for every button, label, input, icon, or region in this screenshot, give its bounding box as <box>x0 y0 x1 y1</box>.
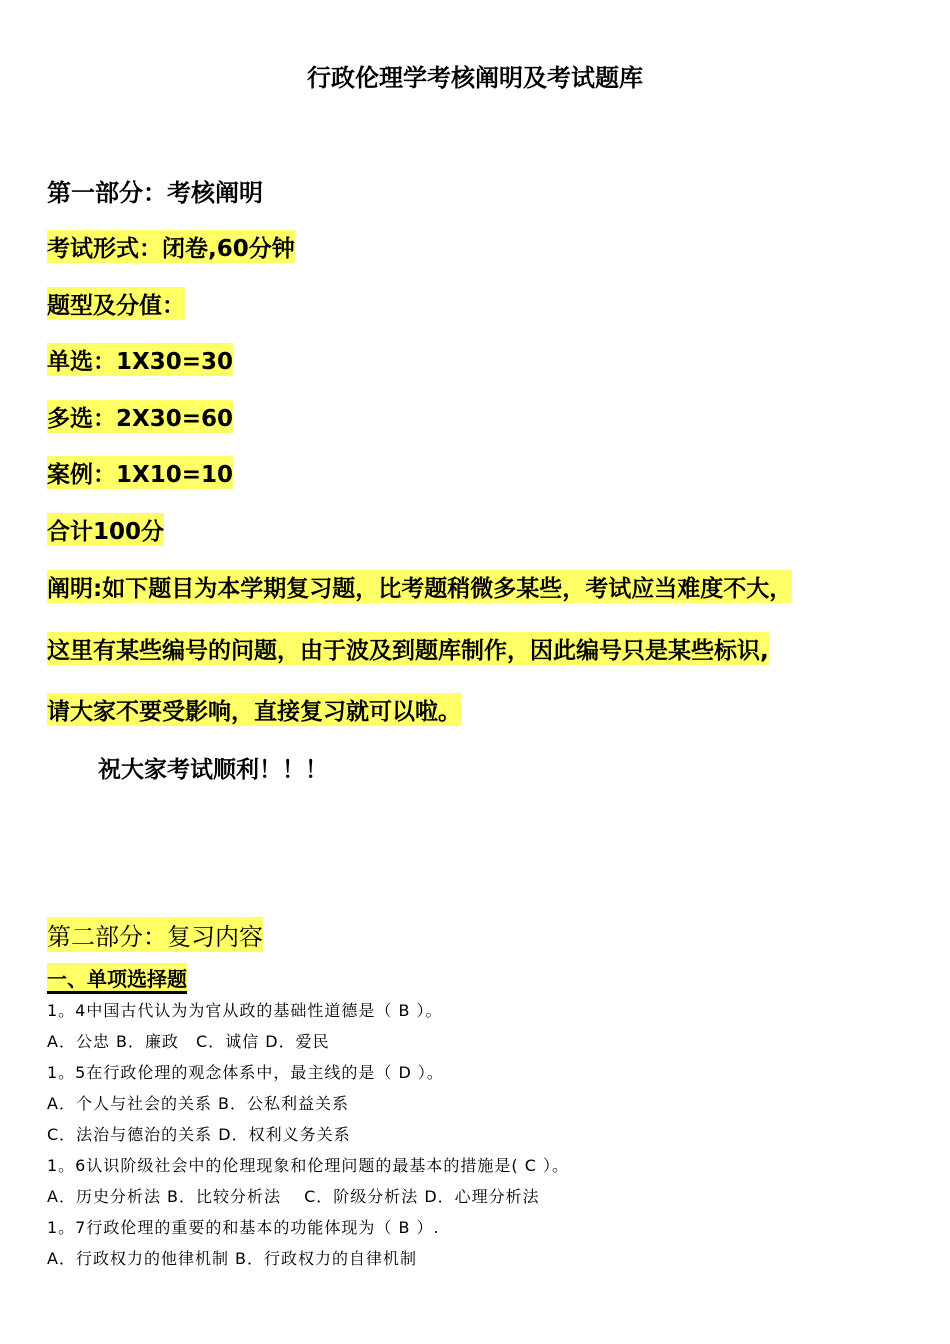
answer-options-line: C．法治与德治的关系 D．权利义务关系 <box>47 1125 351 1144</box>
question-types-heading: 题型及分值： <box>47 287 185 320</box>
note-line-3: 请大家不要受影响，直接复习就可以啦。 <box>47 693 461 726</box>
question-line: 1。7行政伦理的重要的和基本的功能体现为（ B ）. <box>47 1218 440 1237</box>
question-line: 1。6认识阶级社会中的伦理现象和伦理问题的最基本的措施是( C ）。 <box>47 1156 569 1175</box>
single-choice-score: 单选：1X30=30 <box>47 343 233 376</box>
case-score: 案例：1X10=10 <box>47 456 233 489</box>
answer-options-line: A．个人与社会的关系 B．公私利益关系 <box>47 1094 350 1113</box>
section-title <box>47 963 187 992</box>
total-score: 合计100分 <box>47 513 164 546</box>
part2-heading: 第二部分：复习内容 <box>47 917 263 952</box>
multiple-choice-score: 多选：2X30=60 <box>47 400 233 433</box>
section-title-text: 一、单项选择题 <box>47 967 187 994</box>
document-title: 行政伦理学考核阐明及考试题库 <box>307 64 643 92</box>
answer-options-line: A．历史分析法 B．比较分析法 C．阶级分析法 D．心理分析法 <box>47 1187 540 1206</box>
note-line-2: 这里有某些编号的问题，由于波及到题库制作，因此编号只是某些标识, <box>47 632 769 665</box>
answer-options-line: A．行政权力的他律机制 B．行政权力的自律机制 <box>47 1249 418 1268</box>
blessing-text: 祝大家考试顺利！！！ <box>98 757 328 783</box>
exam-form: 考试形式：闭卷,60分钟 <box>47 230 295 263</box>
note-line-1: 阐明:如下题目为本学期复习题，比考题稍微多某些，考试应当难度不大， <box>47 570 792 603</box>
part1-heading: 第一部分：考核阐明 <box>47 179 263 207</box>
question-line: 1。4中国古代认为为官从政的基础性道德是（ B ）。 <box>47 1001 443 1020</box>
question-line: 1。5在行政伦理的观念体系中，最主线的是（ D ）。 <box>47 1063 444 1082</box>
answer-options-line: A．公忠 B．廉政 C．诚信 D．爱民 <box>47 1032 330 1051</box>
